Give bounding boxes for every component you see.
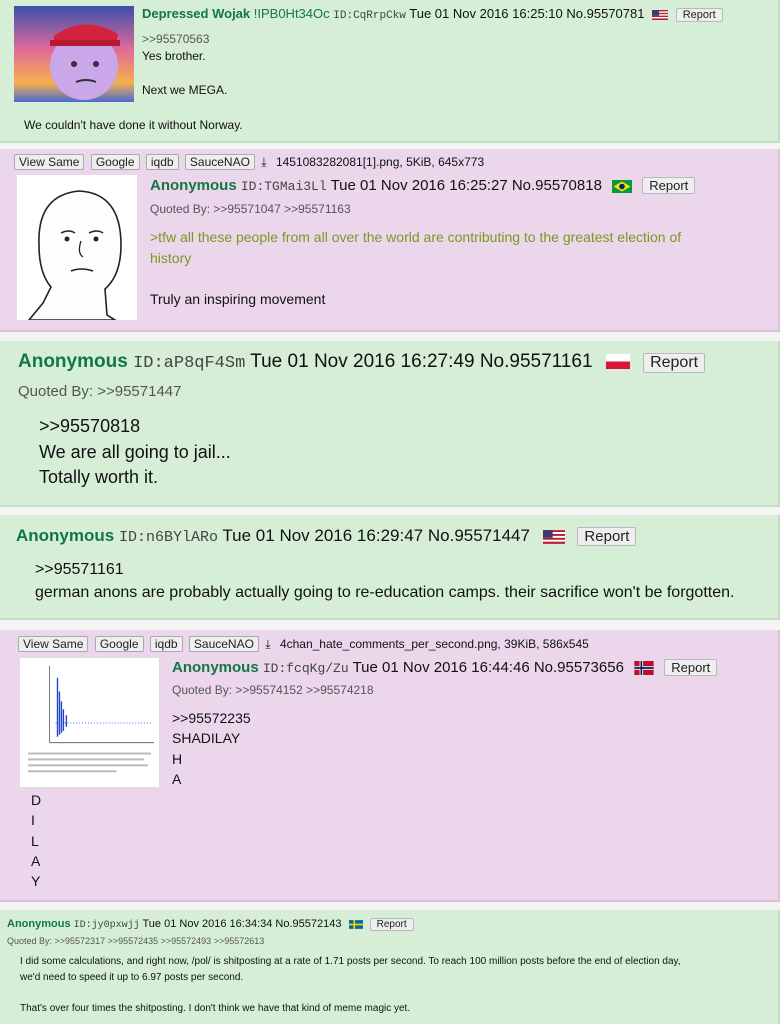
view-same-button[interactable]: View Same [18, 636, 88, 652]
poster-id[interactable]: ID:CqRrpCkw [333, 10, 406, 22]
post-text: That's over four times the shitposting. I don't think we have that kind of meme magic yet. [20, 1003, 411, 1014]
report-button[interactable]: Report [676, 8, 723, 22]
post-text: We are all going to jail... [39, 442, 231, 462]
post-number[interactable]: No.95571447 [427, 526, 530, 545]
post-number[interactable]: No.95571161 [479, 351, 593, 372]
greentext-line: >tfw all these people from all over the world are contributing to the greatest election of [150, 229, 682, 245]
avatar-wojak-maga-image[interactable] [14, 6, 134, 102]
post-header [150, 177, 695, 194]
poster-name: Depressed Wojak [142, 6, 251, 21]
poster-id[interactable]: ID:jy0pxwjj [73, 920, 140, 931]
post-text: Next we MEGA. [142, 83, 228, 97]
greentext-line: history [150, 250, 192, 266]
image-search-bar [14, 154, 484, 170]
post-text: Yes brother. [142, 49, 206, 63]
post-text: Truly an inspiring movement [150, 291, 326, 307]
post-date: Tue 01 Nov 2016 16:25:27 [330, 177, 508, 194]
file-info[interactable]: 4chan_hate_comments_per_second.png, 39KiB, 586x545 [279, 637, 589, 651]
flag-se-icon [349, 920, 363, 929]
chart-thumbnail-image[interactable] [19, 657, 160, 788]
flag-us-icon [543, 530, 565, 544]
post-95570818 [0, 149, 780, 332]
post-text: german anons are probably actually going to re-education camps. their sacrifice won't be forgotten. [35, 584, 735, 601]
post-number[interactable]: No.95570781 [566, 6, 645, 21]
post-text: SHADILAY [172, 730, 241, 746]
post-95573656 [0, 630, 780, 902]
poster-id[interactable]: ID:fcqKg/Zu [262, 661, 349, 676]
tripcode: !IPB0Ht34Oc [253, 6, 330, 21]
post-header [172, 659, 717, 676]
post-date: Tue 01 Nov 2016 16:29:47 [222, 526, 424, 545]
post-text: A [172, 771, 182, 787]
post-header [16, 526, 636, 546]
poster-id[interactable]: ID:n6BYlARo [118, 529, 218, 546]
post-95571161 [0, 341, 780, 507]
quoted-by[interactable]: Quoted By: >>95571447 [18, 383, 182, 400]
post-text: we'd need to speed it up to 6.97 posts per second. [20, 972, 244, 983]
report-button[interactable]: Report [577, 527, 636, 546]
poster-name: Anonymous [172, 659, 259, 676]
post-text: I did some calculations, and right now, /pol/ is shitposting at a rate of 1.71 posts per second. To reach 100 million posts before the end of election day, [20, 956, 681, 967]
post-text: Y [31, 873, 41, 889]
quoted-by[interactable]: Quoted By: >>95574152 >>95574218 [172, 683, 374, 697]
quoted-by[interactable]: Quoted By: >>95572317 >>95572435 >>95572493 >>95572613 [7, 936, 265, 946]
post-number[interactable]: No.95570818 [511, 177, 602, 194]
report-button[interactable]: Report [643, 353, 705, 373]
post-text: D [31, 792, 42, 808]
flag-no-icon [634, 661, 654, 675]
image-search-bar [18, 636, 589, 652]
poster-name: Anonymous [150, 177, 237, 194]
report-button[interactable]: Report [370, 918, 414, 931]
post-text: H [172, 751, 183, 767]
post-number[interactable]: No.95572143 [275, 918, 342, 930]
flag-pl-icon [606, 354, 630, 369]
poster-name: Anonymous [16, 526, 115, 545]
post-header [7, 918, 414, 931]
post-number[interactable]: No.95573656 [533, 659, 624, 676]
saucenao-button[interactable]: SauceNAO [185, 154, 255, 170]
post-header [142, 6, 723, 22]
google-button[interactable]: Google [91, 154, 140, 170]
post-date: Tue 01 Nov 2016 16:27:49 [250, 351, 475, 372]
quoted-by[interactable]: Quoted By: >>95571047 >>95571163 [150, 202, 351, 216]
reply-link[interactable]: >>95570563 [142, 32, 210, 46]
saucenao-button[interactable]: SauceNAO [189, 636, 259, 652]
google-button[interactable]: Google [95, 636, 144, 652]
iqdb-button[interactable]: iqdb [146, 154, 179, 170]
post-text: L [31, 833, 39, 849]
iqdb-button[interactable]: iqdb [150, 636, 183, 652]
file-info[interactable]: 1451083282081[1].png, 5KiB, 645x773 [275, 155, 485, 169]
post-95571447 [0, 515, 780, 620]
post-header [18, 351, 705, 373]
flag-us-icon [652, 10, 668, 20]
flag-br-icon [612, 180, 632, 193]
post-text: We couldn't have done it without Norway. [24, 118, 243, 132]
post-text: Totally worth it. [39, 467, 159, 487]
post-date: Tue 01 Nov 2016 16:44:46 [352, 659, 530, 676]
poster-name: Anonymous [18, 351, 128, 372]
report-button[interactable]: Report [642, 177, 695, 194]
report-button[interactable]: Report [664, 659, 717, 676]
post-text: I [31, 812, 35, 828]
post-95570781 [0, 0, 780, 143]
reply-link[interactable]: >>95571161 [35, 561, 124, 578]
reply-link[interactable]: >>95572235 [172, 710, 251, 726]
poster-id[interactable]: ID:TGMai3Ll [240, 179, 327, 194]
poster-id[interactable]: ID:aP8qF4Sm [133, 354, 246, 373]
post-date: Tue 01 Nov 2016 16:25:10 [409, 6, 563, 21]
download-icon[interactable]: ⤓ [265, 637, 271, 651]
reply-link[interactable]: >>95570818 [39, 416, 141, 436]
post-text: A [31, 853, 41, 869]
view-same-button[interactable]: View Same [14, 154, 84, 170]
post-date: Tue 01 Nov 2016 16:34:34 [142, 918, 273, 930]
post-95572143 [0, 910, 780, 1024]
poster-name: Anonymous [7, 918, 71, 930]
download-icon[interactable]: ⤓ [261, 155, 267, 169]
wojak-feels-image[interactable] [17, 175, 137, 320]
